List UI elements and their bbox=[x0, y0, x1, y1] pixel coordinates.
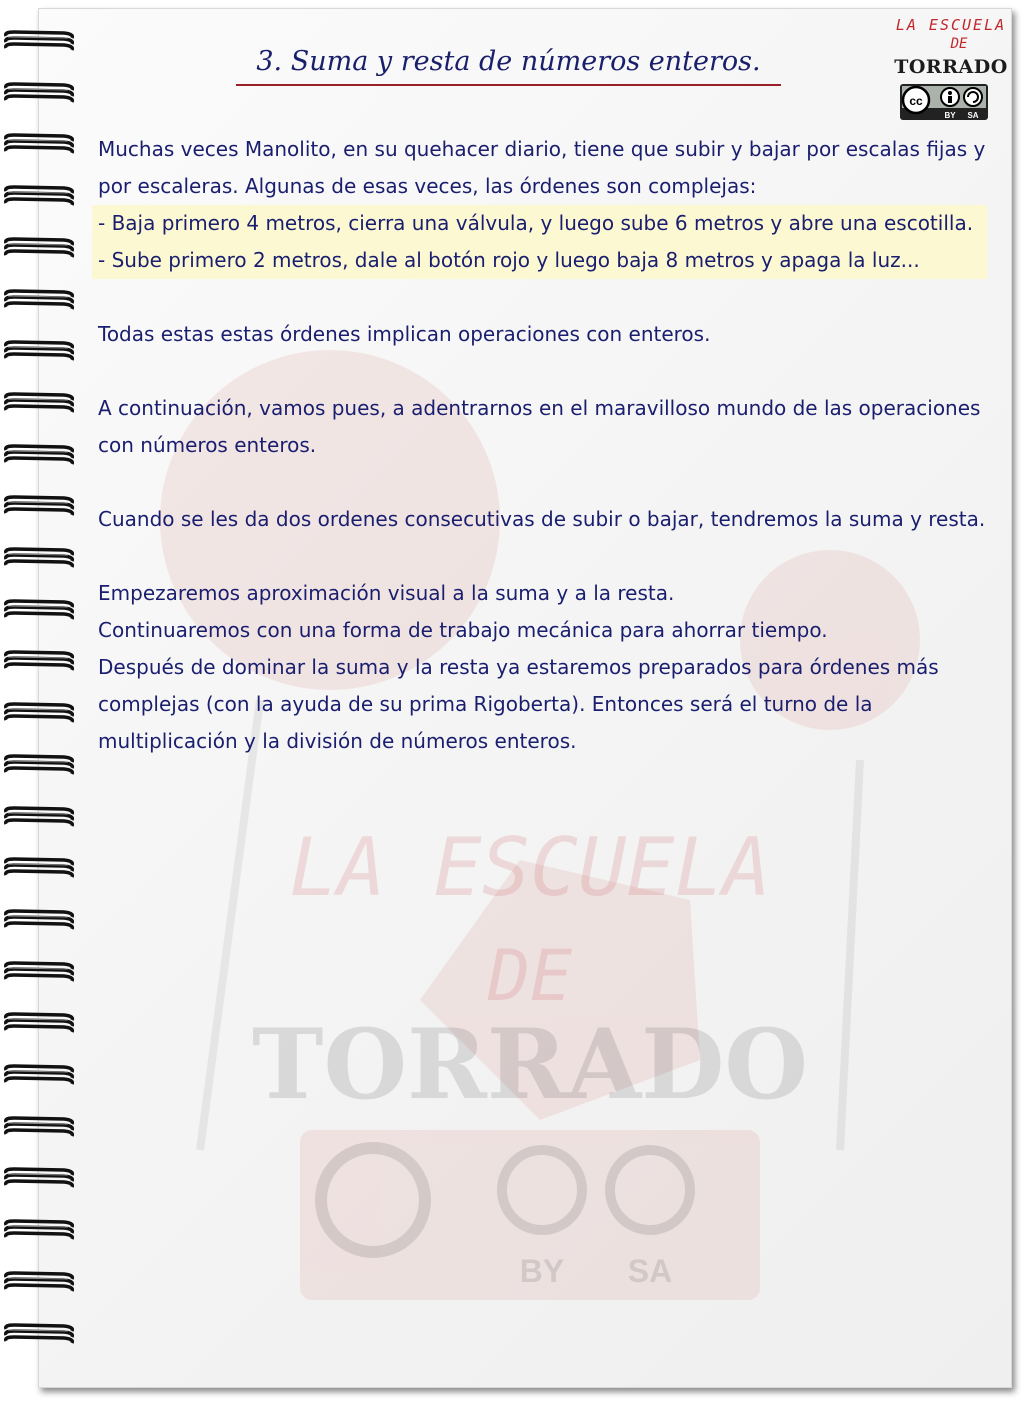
spiral-ring bbox=[2, 1012, 76, 1034]
logo-line-3: TORRADO bbox=[894, 56, 1008, 78]
spiral-ring bbox=[2, 857, 76, 879]
spiral-ring bbox=[2, 1219, 76, 1241]
spiral-ring bbox=[2, 185, 76, 207]
spiral-ring bbox=[2, 1271, 76, 1293]
spiral-ring bbox=[2, 599, 76, 621]
spiral-ring bbox=[2, 340, 76, 362]
spiral-ring bbox=[2, 1116, 76, 1138]
title-underline bbox=[236, 84, 781, 86]
spiral-ring bbox=[2, 289, 76, 311]
spiral-ring bbox=[2, 237, 76, 259]
logo-by: BY bbox=[944, 111, 956, 120]
spiral-ring bbox=[2, 961, 76, 983]
spiral-ring bbox=[2, 1064, 76, 1086]
spiral-ring bbox=[2, 650, 76, 672]
spiral-ring bbox=[2, 82, 76, 104]
paragraph-consecutive-orders: Cuando se les da dos ordenes consecutivas de subir o bajar, tendremos la suma y resta. bbox=[98, 507, 986, 531]
spiral-ring bbox=[2, 30, 76, 52]
paragraph-continuation: A continuación, vamos pues, a adentrarnos en el maravilloso mundo de las operaciones con números enteros. bbox=[98, 396, 981, 457]
spiral-ring bbox=[2, 806, 76, 828]
paragraph-operations: Todas estas estas órdenes implican operaciones con enteros. bbox=[98, 322, 711, 346]
spiral-ring bbox=[2, 909, 76, 931]
spiral-ring bbox=[2, 702, 76, 724]
paragraph-mechanical-method: Continuaremos con una forma de trabajo mecánica para ahorrar tiempo. bbox=[98, 618, 828, 642]
cc-by-sa-icon bbox=[900, 84, 988, 120]
spiral-ring bbox=[2, 754, 76, 776]
school-logo bbox=[890, 12, 1012, 124]
spiral-binding bbox=[0, 30, 80, 1360]
logo-line-1: LA ESCUELA bbox=[895, 16, 1007, 34]
logo-line-2: DE bbox=[950, 36, 968, 52]
orders-highlight bbox=[92, 205, 987, 279]
paragraph-visual-approach: Empezaremos aproximación visual a la suma y a la resta. bbox=[98, 581, 675, 605]
paragraph-next-steps: Después de dominar la suma y la resta ya estaremos preparados para órdenes más complejas (con la ayuda de su prima Rigoberta). Entonces será el turno de la multiplicación y la división de números enteros. bbox=[98, 655, 939, 753]
spiral-ring bbox=[2, 495, 76, 517]
spiral-ring bbox=[2, 444, 76, 466]
order-1: - Baja primero 4 metros, cierra una válvula, y luego sube 6 metros y abre una escotilla. bbox=[98, 211, 974, 235]
logo-sa: SA bbox=[967, 111, 979, 120]
spiral-ring bbox=[2, 133, 76, 155]
spiral-ring bbox=[2, 547, 76, 569]
intro-paragraph: Muchas veces Manolito, en su quehacer diario, tiene que subir y bajar por escalas fijas y por escaleras. Algunas de esas veces, las órdenes son complejas: bbox=[98, 137, 986, 198]
spiral-ring bbox=[2, 1167, 76, 1189]
order-2: - Sube primero 2 metros, dale al botón rojo y luego baja 8 metros y apaga la luz... bbox=[98, 248, 920, 272]
page-title: 3. Suma y resta de números enteros. bbox=[256, 46, 761, 77]
page-body bbox=[98, 131, 993, 760]
spiral-ring bbox=[2, 1323, 76, 1345]
spiral-ring bbox=[2, 392, 76, 414]
svg-text:cc: cc bbox=[909, 94, 923, 108]
